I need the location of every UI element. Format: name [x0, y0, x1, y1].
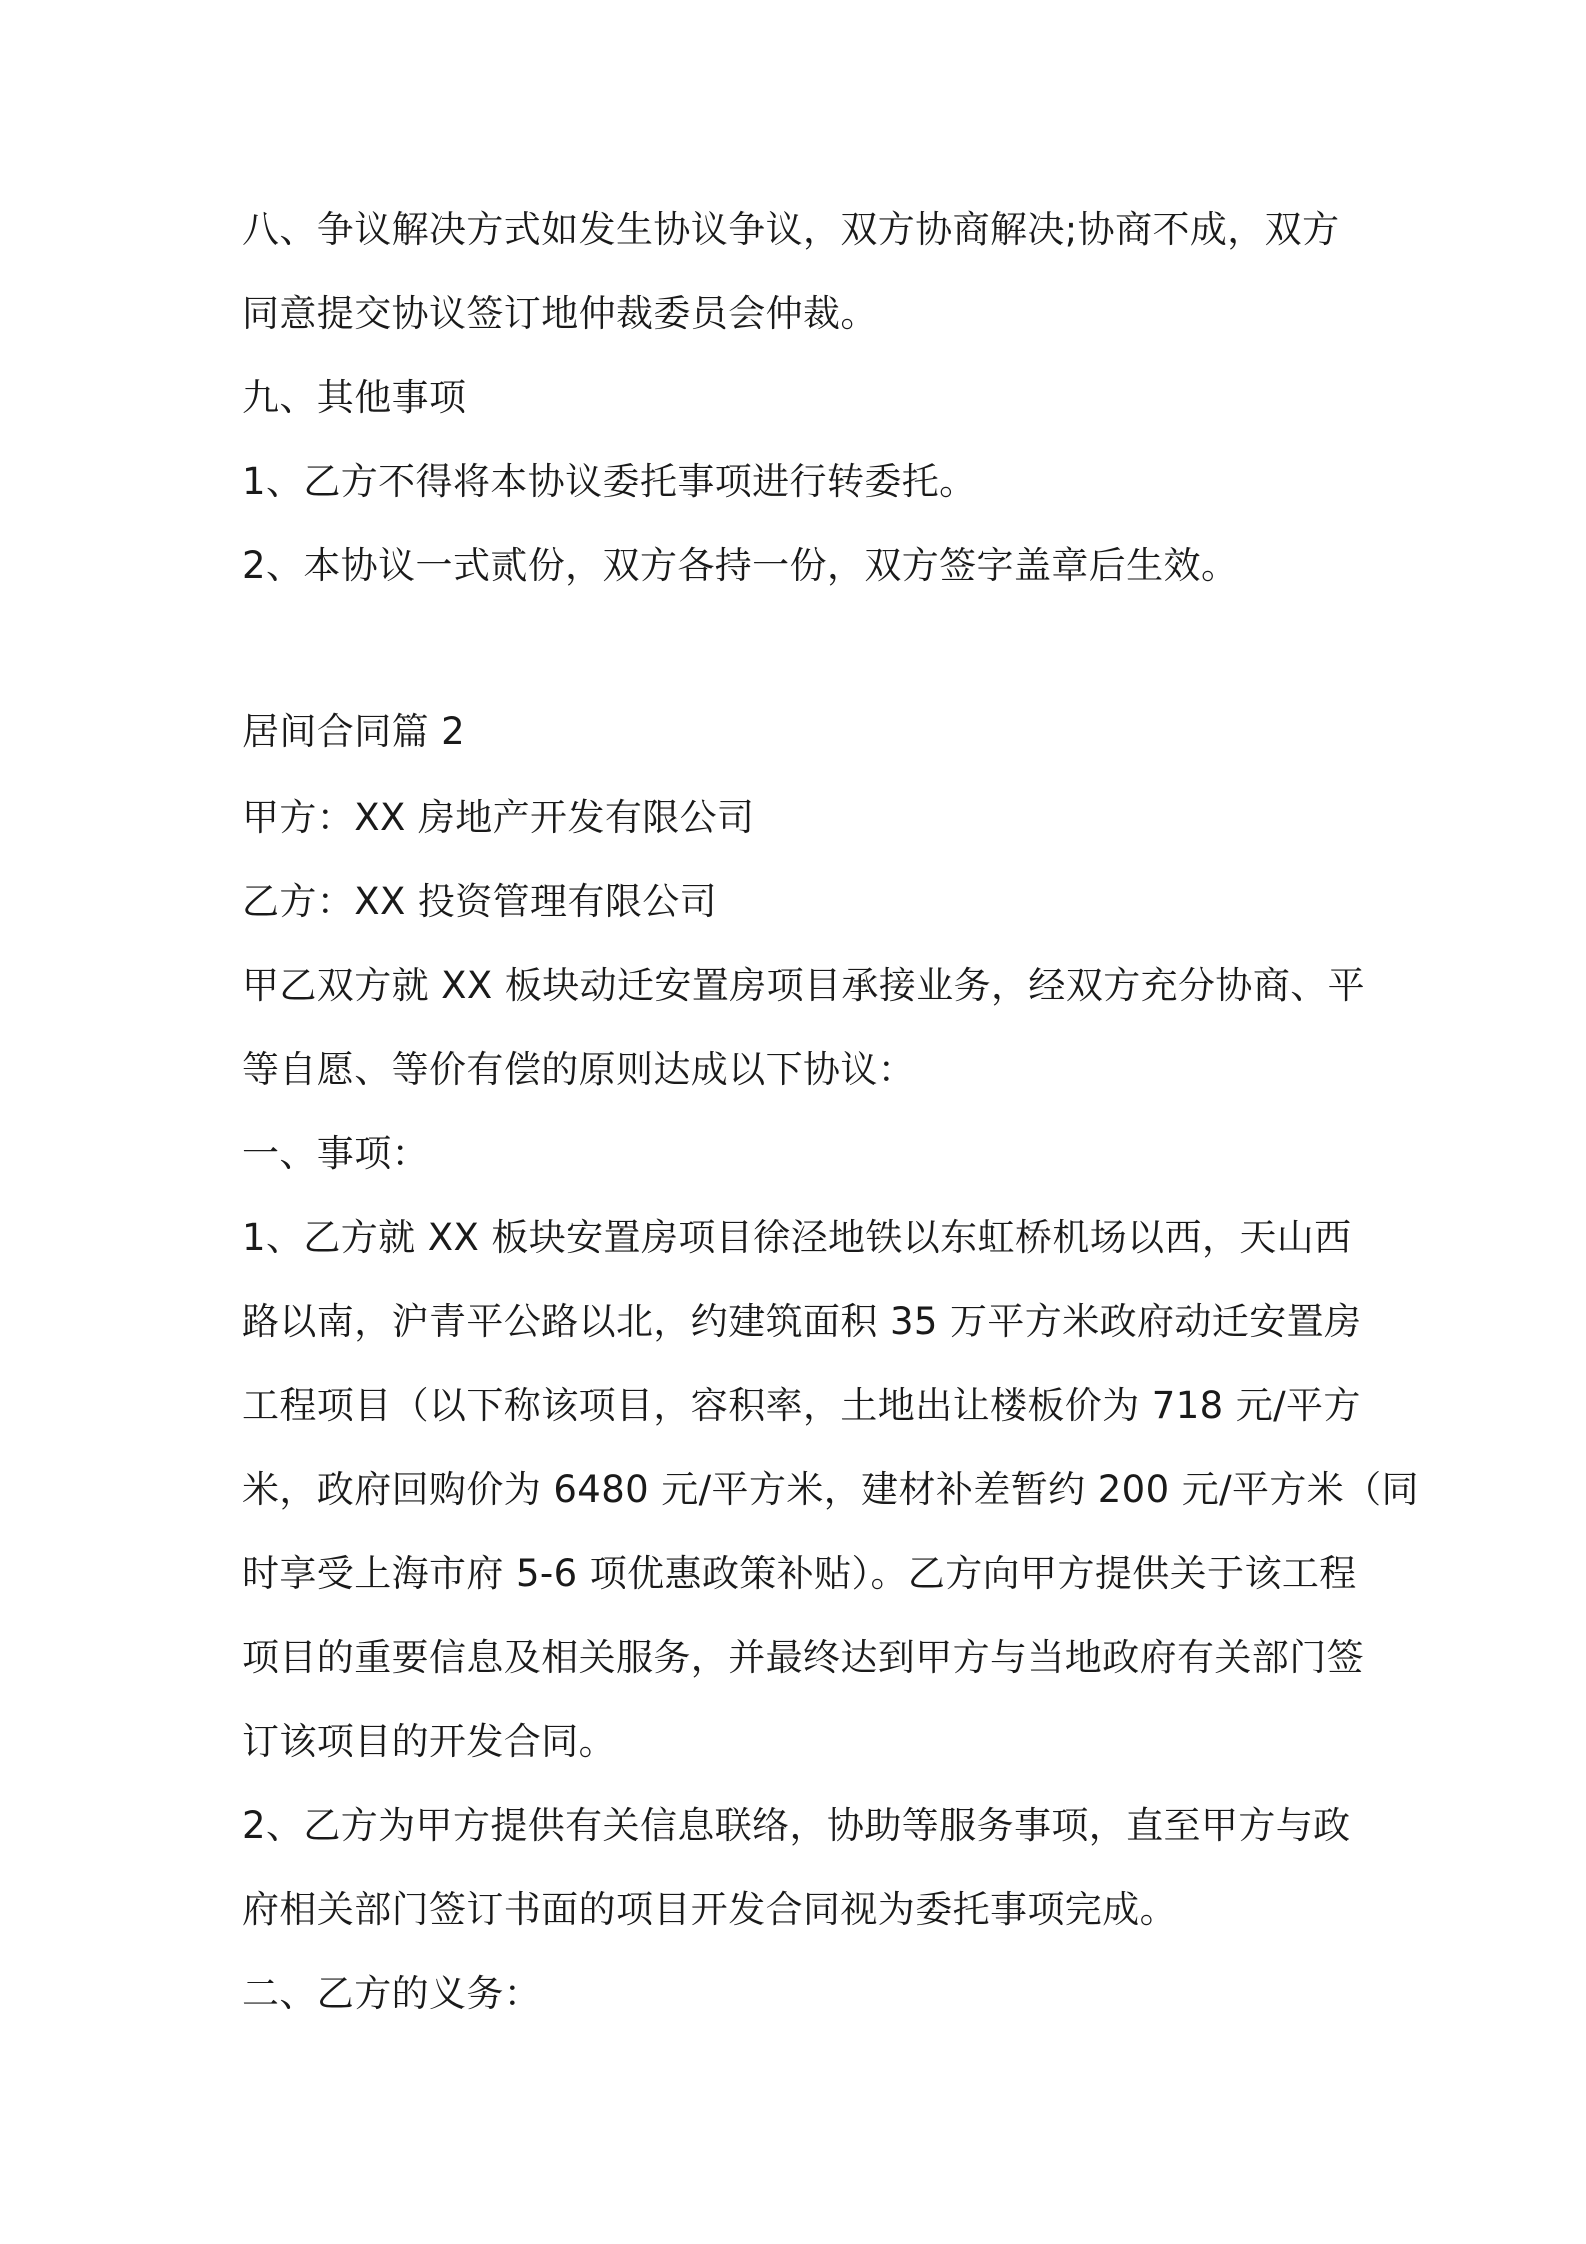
article-1-item-1-line-2: 路以南，沪青平公路以北，约建筑面积 35 万平方米政府动迁安置房 — [242, 1300, 1362, 1343]
clause-9-heading: 九、其他事项 — [242, 376, 467, 419]
article-1-item-1-line-7: 订该项目的开发合同。 — [242, 1720, 616, 1763]
party-a: 甲方：XX 房地产开发有限公司 — [242, 796, 755, 839]
article-1-item-1-line-4: 米，政府回购价为 6480 元/平方米，建材补差暂约 200 元/平方米（同 — [242, 1468, 1419, 1511]
article-1-item-2-line-1: 2、乙方为甲方提供有关信息联络，协助等服务事项，直至甲方与政 — [242, 1804, 1351, 1847]
article-1-item-1-line-5: 时享受上海市府 5-6 项优惠政策补贴）。乙方向甲方提供关于该工程 — [242, 1552, 1357, 1595]
clause-8-line-1: 八、争议解决方式如发生协议争议，双方协商解决;协商不成，双方 — [242, 208, 1340, 251]
article-1-item-1-line-6: 项目的重要信息及相关服务，并最终达到甲方与当地政府有关部门签 — [242, 1636, 1364, 1679]
article-1-heading: 一、事项： — [242, 1132, 429, 1175]
clause-9-item-2: 2、本协议一式贰份，双方各持一份，双方签字盖章后生效。 — [242, 544, 1239, 587]
intro-line-2: 等自愿、等价有偿的原则达成以下协议： — [242, 1048, 916, 1091]
clause-9-item-1: 1、乙方不得将本协议委托事项进行转委托。 — [242, 460, 977, 503]
intro-line-1: 甲乙双方就 XX 板块动迁安置房项目承接业务，经双方充分协商、平 — [242, 964, 1366, 1007]
clause-8-line-2: 同意提交协议签订地仲裁委员会仲裁。 — [242, 292, 878, 335]
article-2-heading: 二、乙方的义务： — [242, 1972, 542, 2015]
section-title: 居间合同篇 2 — [242, 710, 466, 753]
article-1-item-1-line-1: 1、乙方就 XX 板块安置房项目徐泾地铁以东虹桥机场以西，天山西 — [242, 1216, 1352, 1259]
article-1-item-1-line-3: 工程项目（以下称该项目，容积率，土地出让楼板价为 718 元/平方 — [242, 1384, 1361, 1427]
article-1-item-2-line-2: 府相关部门签订书面的项目开发合同视为委托事项完成。 — [242, 1888, 1177, 1931]
party-b: 乙方：XX 投资管理有限公司 — [242, 880, 718, 923]
